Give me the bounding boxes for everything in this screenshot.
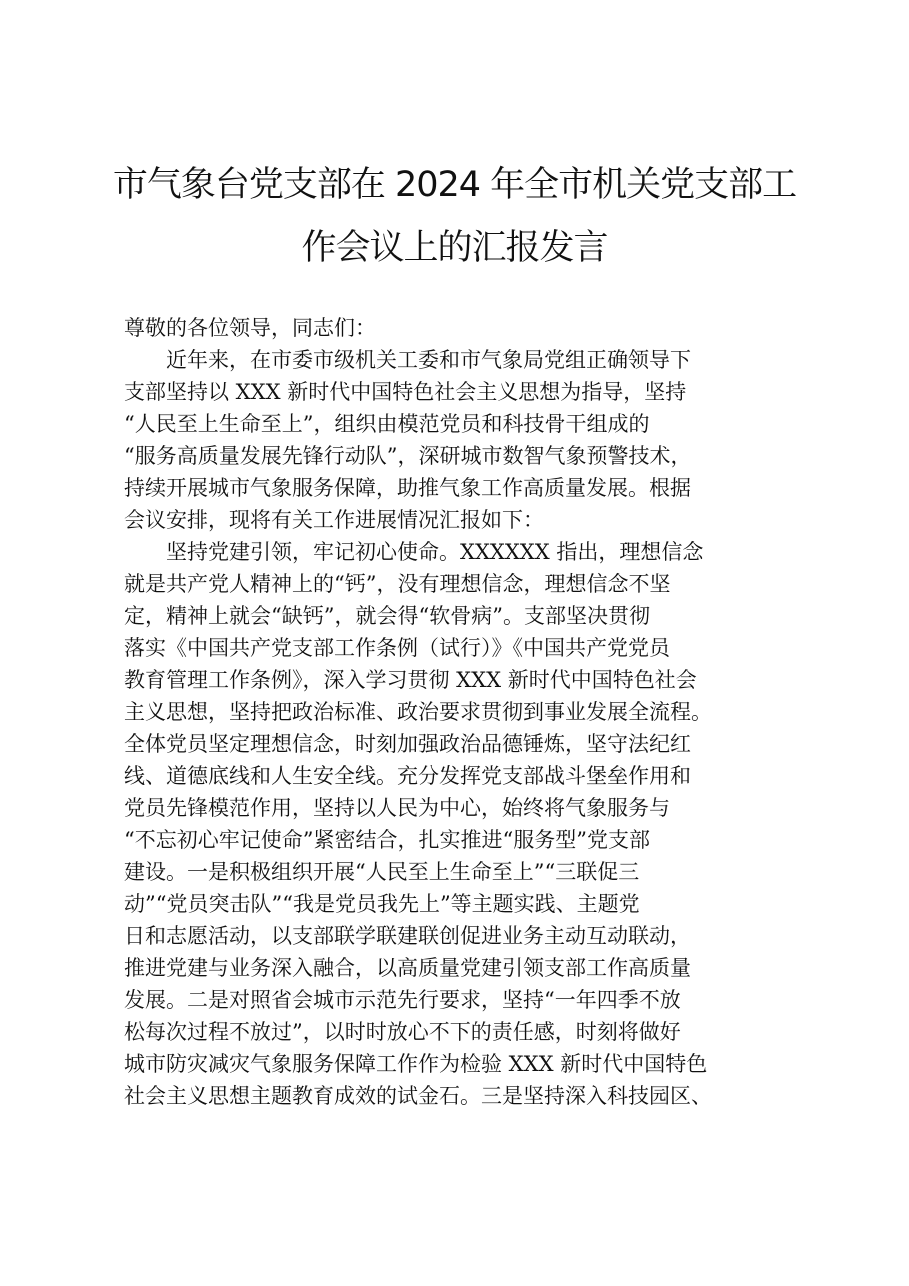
body-line: 支部坚持以 XXX 新时代中国特色社会主义思想为指导，坚持: [124, 380, 687, 404]
document-title-line-2: 作会议上的汇报发言: [301, 228, 608, 268]
body-line: 发展。二是对照省会城市示范先行要求，坚持“一年四季不放: [124, 988, 681, 1012]
body-line: “服务高质量发展先锋行动队”，深研城市数智气象预警技术，: [124, 444, 692, 468]
body-line: 主义思想，坚持把政治标准、政治要求贯彻到事业发展全流程。: [124, 700, 712, 724]
body-line: 教育管理工作条例》，深入学习贯彻 XXX 新时代中国特色社会: [124, 668, 697, 692]
body-line: “人民至上生命至上”，组织由模范党员和科技骨干组成的: [124, 412, 650, 436]
body-line: 推进党建与业务深入融合，以高质量党建引领支部工作高质量: [124, 956, 691, 980]
body-line: 城市防灾减灾气象服务保障工作作为检验 XXX 新时代中国特色: [124, 1052, 708, 1076]
body-line: 松每次过程不放过”，以时时放心不下的责任感，时刻将做好: [124, 1020, 681, 1044]
body-line: “不忘初心牢记使命”紧密结合，扎实推进“服务型”党支部: [124, 828, 650, 852]
body-line: 坚持党建引领，牢记初心使命。XXXXXX 指出，理想信念: [124, 540, 704, 564]
body-line: 社会主义思想主题教育成效的试金石。三是坚持深入科技园区、: [124, 1084, 712, 1108]
body-line: 全体党员坚定理想信念，时刻加强政治品德锤炼，坚守法纪红: [124, 732, 691, 756]
body-line: 日和志愿活动，以支部联学联建联创促进业务主动互动联动，: [124, 924, 691, 948]
body-line: 动”“党员突击队”“我是党员我先上”等主题实践、主题党: [124, 892, 640, 916]
body-line: 会议安排，现将有关工作进展情况汇报如下：: [124, 508, 544, 532]
body-line: 线、道德底线和人生安全线。充分发挥党支部战斗堡垒作用和: [124, 764, 691, 788]
body-line: 持续开展城市气象服务保障，助推气象工作高质量发展。根据: [124, 476, 691, 500]
body-line: 定，精神上就会“缺钙”，就会得“软骨病”。支部坚决贯彻: [124, 604, 650, 628]
body-line: 党员先锋模范作用，坚持以人民为中心，始终将气象服务与: [124, 796, 670, 820]
body-line: 落实《中国共产党支部工作条例（试行）》《中国共产党党员: [124, 636, 670, 660]
salutation: 尊敬的各位领导，同志们：: [124, 316, 376, 340]
body-line: 近年来，在市委市级机关工委和市气象局党组正确领导下: [124, 348, 691, 372]
body-line: 就是共产党人精神上的“钙”，没有理想信念，理想信念不坚: [124, 572, 671, 596]
document-title-line-1: 市气象台党支部在 2024 年全市机关党支部工: [112, 165, 797, 205]
body-line: 建设。一是积极组织开展“人民至上生命至上”“三联促三: [124, 860, 640, 884]
